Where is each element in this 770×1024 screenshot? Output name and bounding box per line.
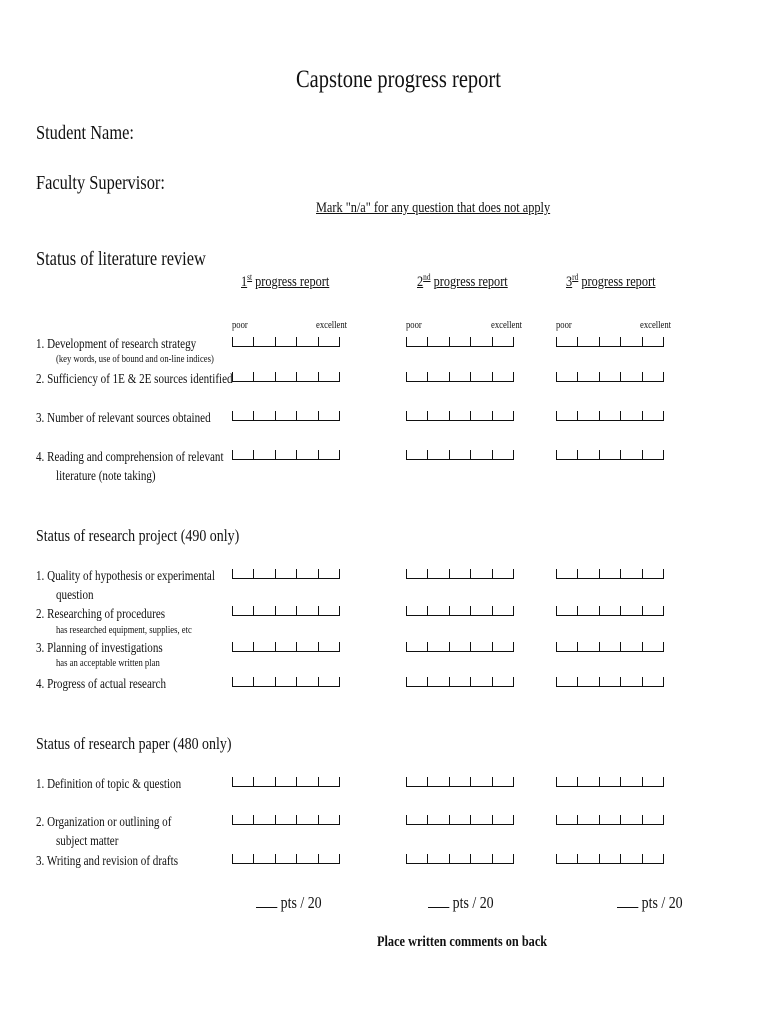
- rating-scale-divider: [275, 450, 276, 459]
- rating-scale-divider: [427, 337, 428, 346]
- rating-scale[interactable]: [556, 337, 664, 347]
- rating-scale-divider: [663, 777, 664, 786]
- rating-scale-divider: [449, 606, 450, 615]
- rating-scale-divider: [296, 411, 297, 420]
- rating-scale[interactable]: [406, 777, 514, 787]
- rating-scale-divider: [642, 606, 643, 615]
- rating-scale-divider: [296, 854, 297, 863]
- rating-scale[interactable]: [556, 677, 664, 687]
- rating-scale-divider: [513, 411, 514, 420]
- rating-scale[interactable]: [406, 450, 514, 460]
- rating-scale-divider: [296, 450, 297, 459]
- rating-scale[interactable]: [406, 411, 514, 421]
- rating-scale-divider: [318, 372, 319, 381]
- points-field-2[interactable]: pts / 20: [428, 893, 494, 913]
- rating-scale-divider: [577, 411, 578, 420]
- rating-scale-divider: [492, 854, 493, 863]
- rating-scale-divider: [253, 777, 254, 786]
- rating-scale-divider: [620, 777, 621, 786]
- rating-scale[interactable]: [232, 642, 340, 652]
- rating-scale-divider: [253, 337, 254, 346]
- rating-scale-divider: [642, 411, 643, 420]
- rating-scale-divider: [599, 337, 600, 346]
- rating-scale[interactable]: [406, 606, 514, 616]
- rating-scale-divider: [296, 606, 297, 615]
- rating-scale[interactable]: [556, 411, 664, 421]
- section-heading-literature: Status of literature review: [36, 248, 206, 270]
- rating-scale-divider: [318, 450, 319, 459]
- question-note: has researched equipment, supplies, etc: [56, 625, 192, 636]
- rating-scale[interactable]: [406, 854, 514, 864]
- rating-scale-divider: [492, 815, 493, 824]
- rating-scale-divider: [339, 854, 340, 863]
- rating-scale-divider: [492, 677, 493, 686]
- rating-scale-divider: [449, 450, 450, 459]
- rating-scale[interactable]: [406, 569, 514, 579]
- rating-scale-divider: [470, 372, 471, 381]
- rating-scale-divider: [599, 606, 600, 615]
- rating-scale-divider: [577, 337, 578, 346]
- question-label: 1. Development of research strategy: [36, 336, 197, 351]
- rating-scale-divider: [620, 606, 621, 615]
- rating-scale-divider: [620, 569, 621, 578]
- rating-scale[interactable]: [556, 450, 664, 460]
- rating-scale-divider: [663, 372, 664, 381]
- rating-scale-divider: [253, 642, 254, 651]
- rating-scale-divider: [642, 450, 643, 459]
- rating-scale-divider: [577, 372, 578, 381]
- rating-scale-divider: [599, 854, 600, 863]
- rating-scale-divider: [642, 777, 643, 786]
- rating-scale-divider: [339, 677, 340, 686]
- rating-scale-divider: [427, 777, 428, 786]
- scale-excellent-label: excellent: [316, 320, 348, 331]
- rating-scale-divider: [339, 642, 340, 651]
- rating-scale[interactable]: [232, 854, 340, 864]
- rating-scale[interactable]: [232, 337, 340, 347]
- rating-scale-divider: [275, 606, 276, 615]
- rating-scale-divider: [253, 569, 254, 578]
- question-label: 3. Writing and revision of drafts: [36, 853, 179, 868]
- rating-scale[interactable]: [556, 777, 664, 787]
- faculty-supervisor-label: Faculty Supervisor:: [36, 172, 165, 194]
- rating-scale-divider: [599, 411, 600, 420]
- rating-scale-divider: [663, 854, 664, 863]
- student-name-label: Student Name:: [36, 122, 134, 144]
- rating-scale-divider: [427, 642, 428, 651]
- question-continuation: subject matter: [56, 833, 119, 848]
- rating-scale-divider: [275, 372, 276, 381]
- rating-scale-divider: [339, 372, 340, 381]
- rating-scale-divider: [663, 606, 664, 615]
- rating-scale-divider: [318, 815, 319, 824]
- rating-scale-divider: [642, 815, 643, 824]
- rating-scale-divider: [296, 372, 297, 381]
- scale-poor-label: poor: [232, 320, 248, 331]
- rating-scale-divider: [642, 372, 643, 381]
- rating-scale[interactable]: [556, 372, 664, 382]
- rating-scale-divider: [470, 642, 471, 651]
- rating-scale-divider: [427, 411, 428, 420]
- rating-scale-divider: [620, 450, 621, 459]
- rating-scale-divider: [470, 777, 471, 786]
- rating-scale-divider: [253, 450, 254, 459]
- column-header-2: 2nd progress report: [417, 272, 508, 290]
- rating-scale-divider: [449, 337, 450, 346]
- scale-excellent-label: excellent: [640, 320, 672, 331]
- rating-scale-divider: [449, 411, 450, 420]
- rating-scale-divider: [449, 854, 450, 863]
- question-label: 1. Quality of hypothesis or experimental: [36, 568, 215, 583]
- rating-scale[interactable]: [406, 677, 514, 687]
- rating-scale-divider: [492, 411, 493, 420]
- rating-scale-divider: [339, 815, 340, 824]
- rating-scale-divider: [513, 606, 514, 615]
- question-label: 1. Definition of topic & question: [36, 776, 182, 791]
- rating-scale[interactable]: [232, 411, 340, 421]
- rating-scale-divider: [470, 337, 471, 346]
- rating-scale-divider: [577, 777, 578, 786]
- rating-scale-divider: [318, 337, 319, 346]
- rating-scale-divider: [318, 411, 319, 420]
- rating-scale-divider: [275, 411, 276, 420]
- rating-scale-divider: [513, 372, 514, 381]
- rating-scale-divider: [296, 677, 297, 686]
- rating-scale-divider: [599, 642, 600, 651]
- rating-scale-divider: [318, 777, 319, 786]
- rating-scale-divider: [513, 677, 514, 686]
- column-header-1: 1st progress report: [241, 272, 330, 290]
- rating-scale-divider: [620, 854, 621, 863]
- rating-scale-divider: [492, 450, 493, 459]
- rating-scale-divider: [296, 815, 297, 824]
- rating-scale-divider: [663, 450, 664, 459]
- rating-scale-divider: [492, 569, 493, 578]
- rating-scale-divider: [339, 337, 340, 346]
- rating-scale-divider: [470, 815, 471, 824]
- rating-scale-divider: [642, 337, 643, 346]
- rating-scale-divider: [339, 777, 340, 786]
- rating-scale-divider: [275, 677, 276, 686]
- rating-scale-divider: [492, 642, 493, 651]
- rating-scale-divider: [599, 372, 600, 381]
- rating-scale-divider: [449, 677, 450, 686]
- rating-scale[interactable]: [232, 372, 340, 382]
- rating-scale-divider: [513, 854, 514, 863]
- rating-scale-divider: [470, 677, 471, 686]
- rating-scale-divider: [492, 372, 493, 381]
- rating-scale-divider: [339, 606, 340, 615]
- page-title: Capstone progress report: [296, 66, 501, 93]
- rating-scale-divider: [339, 569, 340, 578]
- rating-scale-divider: [620, 411, 621, 420]
- rating-scale-divider: [296, 569, 297, 578]
- rating-scale-divider: [470, 411, 471, 420]
- rating-scale-divider: [253, 677, 254, 686]
- rating-scale-divider: [275, 777, 276, 786]
- rating-scale-divider: [642, 677, 643, 686]
- rating-scale-divider: [577, 569, 578, 578]
- rating-scale-divider: [663, 569, 664, 578]
- scale-poor-label: poor: [556, 320, 572, 331]
- rating-scale-divider: [339, 411, 340, 420]
- rating-scale-divider: [449, 815, 450, 824]
- rating-scale-divider: [663, 411, 664, 420]
- rating-scale[interactable]: [406, 642, 514, 652]
- rating-scale-divider: [513, 337, 514, 346]
- rating-scale[interactable]: [232, 677, 340, 687]
- rating-scale-divider: [253, 815, 254, 824]
- points-field-1[interactable]: pts / 20: [256, 893, 322, 913]
- rating-scale-divider: [577, 815, 578, 824]
- rating-scale[interactable]: [232, 606, 340, 616]
- rating-scale-divider: [577, 854, 578, 863]
- rating-scale[interactable]: [232, 815, 340, 825]
- question-note: has an acceptable written plan: [56, 658, 160, 669]
- rating-scale-divider: [318, 854, 319, 863]
- rating-scale-divider: [577, 642, 578, 651]
- rating-scale-divider: [642, 854, 643, 863]
- scale-poor-label: poor: [406, 320, 422, 331]
- rating-scale-divider: [663, 677, 664, 686]
- rating-scale-divider: [296, 777, 297, 786]
- instruction-note: Mark "n/a" for any question that does not apply: [316, 200, 551, 216]
- rating-scale-divider: [513, 777, 514, 786]
- rating-scale[interactable]: [406, 815, 514, 825]
- rating-scale-divider: [427, 372, 428, 381]
- question-label: 2. Researching of procedures: [36, 606, 166, 621]
- question-continuation: literature (note taking): [56, 468, 156, 483]
- rating-scale-divider: [620, 337, 621, 346]
- rating-scale-divider: [449, 569, 450, 578]
- rating-scale-divider: [449, 372, 450, 381]
- rating-scale-divider: [513, 569, 514, 578]
- rating-scale-divider: [275, 642, 276, 651]
- footer-note: Place written comments on back: [377, 934, 548, 950]
- rating-scale-divider: [253, 854, 254, 863]
- rating-scale-divider: [599, 569, 600, 578]
- question-continuation: question: [56, 587, 94, 602]
- rating-scale-divider: [318, 642, 319, 651]
- rating-scale-divider: [470, 450, 471, 459]
- rating-scale-divider: [513, 450, 514, 459]
- rating-scale-divider: [275, 854, 276, 863]
- rating-scale-divider: [296, 642, 297, 651]
- rating-scale-divider: [492, 337, 493, 346]
- rating-scale-divider: [427, 569, 428, 578]
- rating-scale[interactable]: [556, 642, 664, 652]
- rating-scale-divider: [470, 606, 471, 615]
- rating-scale-divider: [427, 450, 428, 459]
- rating-scale-divider: [296, 337, 297, 346]
- rating-scale-divider: [663, 642, 664, 651]
- rating-scale-divider: [620, 815, 621, 824]
- section-heading-project: Status of research project (490 only): [36, 526, 240, 545]
- rating-scale-divider: [492, 606, 493, 615]
- rating-scale[interactable]: [232, 777, 340, 787]
- rating-scale[interactable]: [556, 606, 664, 616]
- rating-scale-divider: [513, 642, 514, 651]
- rating-scale-divider: [275, 815, 276, 824]
- rating-scale-divider: [663, 337, 664, 346]
- rating-scale-divider: [318, 569, 319, 578]
- rating-scale-divider: [642, 642, 643, 651]
- rating-scale-divider: [642, 569, 643, 578]
- rating-scale-divider: [663, 815, 664, 824]
- rating-scale-divider: [577, 677, 578, 686]
- question-label: 4. Progress of actual research: [36, 676, 167, 691]
- rating-scale-divider: [427, 854, 428, 863]
- rating-scale[interactable]: [406, 337, 514, 347]
- rating-scale-divider: [275, 569, 276, 578]
- rating-scale[interactable]: [406, 372, 514, 382]
- rating-scale[interactable]: [232, 569, 340, 579]
- question-label: 3. Number of relevant sources obtained: [36, 410, 211, 425]
- rating-scale-divider: [620, 677, 621, 686]
- rating-scale-divider: [599, 450, 600, 459]
- question-label: 4. Reading and comprehension of relevant: [36, 449, 224, 464]
- rating-scale-divider: [577, 450, 578, 459]
- scale-excellent-label: excellent: [491, 320, 523, 331]
- rating-scale-divider: [427, 815, 428, 824]
- section-heading-paper: Status of research paper (480 only): [36, 734, 232, 753]
- rating-scale-divider: [577, 606, 578, 615]
- rating-scale[interactable]: [556, 569, 664, 579]
- rating-scale-divider: [253, 372, 254, 381]
- rating-scale-divider: [318, 677, 319, 686]
- rating-scale-divider: [253, 606, 254, 615]
- question-label: 2. Sufficiency of 1E & 2E sources identified: [36, 371, 233, 386]
- rating-scale-divider: [620, 372, 621, 381]
- rating-scale-divider: [620, 642, 621, 651]
- rating-scale-divider: [599, 777, 600, 786]
- rating-scale-divider: [513, 815, 514, 824]
- rating-scale-divider: [275, 337, 276, 346]
- rating-scale[interactable]: [556, 854, 664, 864]
- rating-scale-divider: [449, 777, 450, 786]
- rating-scale-divider: [599, 677, 600, 686]
- column-header-3: 3rd progress report: [566, 272, 656, 290]
- question-label: 3. Planning of investigations: [36, 640, 163, 655]
- question-label: 2. Organization or outlining of: [36, 814, 172, 829]
- rating-scale-divider: [318, 606, 319, 615]
- rating-scale-divider: [253, 411, 254, 420]
- rating-scale[interactable]: [232, 450, 340, 460]
- rating-scale-divider: [599, 815, 600, 824]
- rating-scale[interactable]: [556, 815, 664, 825]
- rating-scale-divider: [339, 450, 340, 459]
- rating-scale-divider: [427, 606, 428, 615]
- points-field-3[interactable]: pts / 20: [617, 893, 683, 913]
- rating-scale-divider: [470, 854, 471, 863]
- rating-scale-divider: [492, 777, 493, 786]
- rating-scale-divider: [449, 642, 450, 651]
- rating-scale-divider: [470, 569, 471, 578]
- rating-scale-divider: [427, 677, 428, 686]
- question-note: (key words, use of bound and on-line indices): [56, 354, 214, 365]
